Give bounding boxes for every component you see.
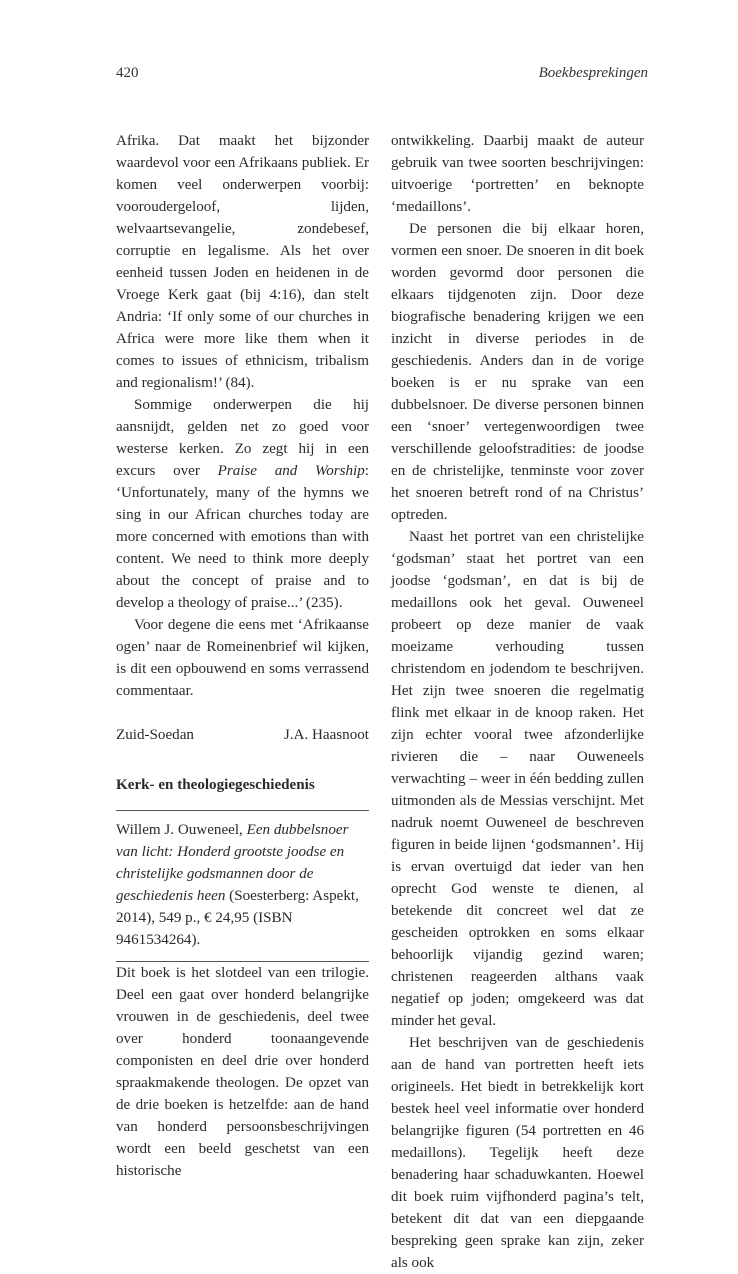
paragraph: Voor degene die eens met ‘Afrikaanse ogen’ naar de Romeinenbrief wil kijken, is dit een opbouwend en soms verrassend commentaar.	[116, 617, 369, 699]
paragraph: Dit boek is het slotdeel van een trilogie. Deel een gaat over honderd belangrijke vrouwen in de geschiedenis, deel twee over honderd toonaangevende componisten en deel drie over honderd spraakmakende theologen. De opzet van de drie boeken is hetzelfde: aan de hand van honderd persoonsbeschrijvingen wordt een beeld geschetst van een historische	[116, 965, 369, 1179]
review-signature	[116, 724, 369, 746]
paragraph	[116, 394, 369, 614]
citation-title: Een dubbelsnoer van licht: Honderd grootste joodse en christelijke godsmannen door de geschiedenis heen	[116, 822, 349, 904]
paragraph: Het beschrijven van de geschiedenis aan de hand van portretten heeft iets origineels. Het biedt in betrekkelijk kort bestek heel veel informatie over honderd belangrijke figuren (54 portretten en 46 medaillons). Tegelijk heeft deze benadering haar schaduwkanten. Hoewel dit boek ruim vijfhonderd pagina’s telt, betekent dit dat van een diepgaande bespreking geen sprake kan zijn, zeker als ook	[391, 1035, 644, 1271]
left-column	[116, 130, 369, 1182]
book-citation	[116, 810, 369, 962]
signature-name: J.A. Haasnoot	[283, 727, 369, 743]
text-run: Sommige onderwerpen die hij aansnijdt, gelden net zo goed voor westerse kerken. Zo zegt hij in een excurs over	[116, 397, 369, 479]
running-title: Boekbesprekingen	[538, 65, 648, 81]
text-run: : ‘Unfortunately, many of the hymns we sing in our African churches today are more concerned with emotions than with content. We need to think more deeply about the concept of praise and to develop a theology of praise...’ (235).	[116, 463, 369, 611]
paragraph: ontwikkeling. Daarbij maakt de auteur gebruik van twee soorten beschrijvingen: uitvoerige ‘portretten’ en beknopte ‘medaillons’.	[391, 133, 644, 215]
citation-text	[116, 819, 369, 951]
paragraph: Naast het portret van een christelijke ‘godsman’ staat het portret van een joodse ‘godsman’, en dat is bij de medaillons ook het geval. Ouweneel probeert op deze manier de vaak moeizame verhouding tussen christendom en jodendom te beschrijven. Het zijn twee snoeren die regelmatig flink met elkaar in de knoop raken. Het zijn echter vooral twee afzonderlijke rivieren die – naar Ouweneels verwachting – weer in één bedding zullen uitmonden als de Messias verschijnt. Met nadruk noemt Ouweneel de beschreven figuren in beide lijnen ‘godsmannen’. Hij is ervan overtuigd dat ieder van hen oprecht God wenste te dienen, al betekende dit concreet wel dat ze gescheiden optrokken en soms elkaar behoorlijk vijandig gezind waren; christenen reageerden althans vaak negatief op joden; omgekeerd was dat minder het geval.	[391, 529, 644, 1029]
citation-details: (Soesterberg: Aspekt, 2014), 549 p., € 24,95 (ISBN 9461534264).	[116, 888, 359, 948]
page-number: 420	[116, 65, 139, 81]
paragraph: De personen die bij elkaar horen, vormen een snoer. De snoeren in dit boek worden gevormd door personen die elkaars tijdgenoten zijn. Door deze biografische benadering krijgen we een inzicht in diverse periodes in de geschiedenis. Anders dan in de vorige boeken is er nu sprake van een dubbelsnoer. De diverse personen binnen een ‘snoer’ vertegenwoordigen twee verschillende geloofstradities: de joodse en de christelijke, tenminste voor zover het snoeren betreft rond of na Christus’ optreden.	[391, 221, 644, 523]
section-heading: Kerk- en theologiegeschiedenis	[116, 777, 315, 793]
citation-author: Willem J. Ouweneel,	[116, 822, 247, 838]
italic-text: Praise and Worship	[217, 463, 365, 479]
signature-place: Zuid-Soedan	[116, 727, 194, 743]
right-column	[391, 130, 644, 1274]
paragraph: Afrika. Dat maakt het bijzonder waardevol voor een Afrikaans publiek. Er komen veel onderwerpen voorbij: vooroudergeloof, lijden, welvaartsevangelie, zondebesef, corruptie en legalisme. Als het over eenheid tussen Joden en heidenen in de Vroege Kerk gaat (bij 4:16), dan stelt Andria: ‘If only some of our churches in Africa were more like them when it comes to issues of ethnicism, tribalism and regionalism!’ (84).	[116, 133, 369, 391]
